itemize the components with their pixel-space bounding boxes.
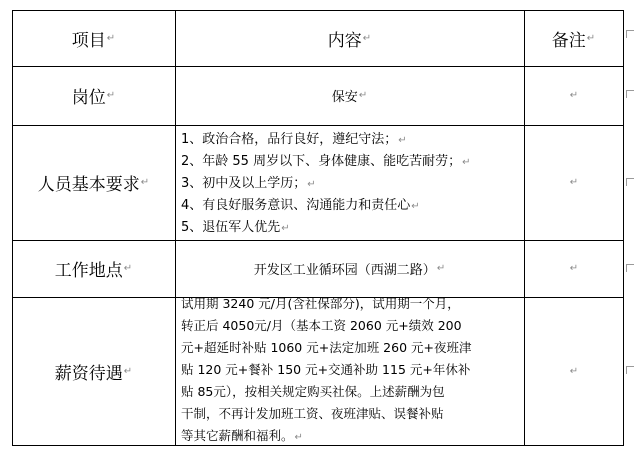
header-note: 备注 ↵	[551, 30, 596, 51]
row-label-salary: 薪资待遇 ↵	[54, 363, 133, 384]
row-content-location: 开发区工业循环园（西湖二路） ↵	[253, 263, 446, 278]
row-label-location: 工作地点 ↵	[54, 261, 133, 281]
paragraph-mark: ↵	[294, 432, 303, 443]
paragraph-mark: ↵	[411, 201, 420, 212]
paragraph-line: 转正后 4050元/月（基本工资 2060 元+绩效 200	[181, 318, 462, 333]
row-note-position	[524, 66, 623, 125]
row-end-marker	[626, 30, 634, 38]
list-item: 3、初中及以上学历；↵	[181, 176, 316, 191]
paragraph-mark: ↵	[106, 90, 116, 101]
list-item: 2、年龄 55 周岁以下、身体健康、能吃苦耐劳；↵	[181, 154, 471, 169]
paragraph-mark: ↵	[123, 365, 133, 377]
list-item: 5、退伍军人优先↵	[181, 220, 290, 235]
paragraph-mark: ↵	[569, 90, 579, 101]
list-item: 4、有良好服务意识、沟通能力和责任心↵	[181, 198, 420, 213]
paragraph-mark: ↵	[123, 263, 133, 274]
paragraph-line: 贴 85元），按相关规定购买社保。上述薪酬为包	[181, 384, 445, 399]
row-label-requirements: 人员基本要求 ↵	[37, 175, 150, 195]
row-end-marker	[626, 366, 634, 374]
salary-paragraph	[181, 293, 472, 449]
list-item: 1、政治合格，品行良好，遵纪守法；↵	[181, 132, 407, 147]
paragraph-mark: ↵	[586, 32, 596, 44]
paragraph-mark: ↵	[307, 179, 316, 190]
row-label-position: 岗位 ↵	[71, 88, 116, 108]
paragraph-mark: ↵	[398, 135, 407, 146]
paragraph-mark: ↵	[106, 32, 116, 44]
paragraph-line: 元+超延时补贴 1060 元+法定加班 260 元+夜班津	[181, 340, 472, 355]
paragraph-mark: ↵	[281, 223, 290, 234]
header-item: 项目 ↵	[71, 30, 116, 51]
paragraph-mark: ↵	[462, 157, 471, 168]
table-rule-right	[623, 10, 624, 446]
row-end-marker	[626, 264, 634, 272]
row-note-salary	[524, 297, 623, 445]
paragraph-line: 干制，不再计发加班工资、夜班津贴、误餐补贴	[181, 406, 444, 421]
header-content: 内容 ↵	[327, 30, 372, 51]
row-note-requirements	[524, 125, 623, 240]
row-end-marker	[626, 90, 634, 98]
paragraph-mark: ↵	[569, 177, 579, 188]
paragraph-mark: ↵	[436, 263, 446, 274]
paragraph-line: 等其它薪酬和福利。↵	[181, 428, 303, 443]
row-content-position: 保安 ↵	[331, 90, 368, 105]
requirements-list	[181, 129, 470, 239]
row-note-location	[524, 240, 623, 297]
paragraph-mark: ↵	[569, 365, 579, 377]
paragraph-mark: ↵	[140, 177, 150, 188]
paragraph-mark: ↵	[358, 90, 368, 101]
paragraph-mark: ↵	[569, 263, 579, 274]
row-end-marker	[626, 178, 634, 186]
paragraph-mark: ↵	[362, 32, 372, 44]
paragraph-line: 试用期 3240 元/月(含社保部分)，试用期一个月，	[181, 296, 460, 311]
paragraph-line: 贴 120 元+餐补 150 元+交通补助 115 元+年休补	[181, 362, 471, 377]
